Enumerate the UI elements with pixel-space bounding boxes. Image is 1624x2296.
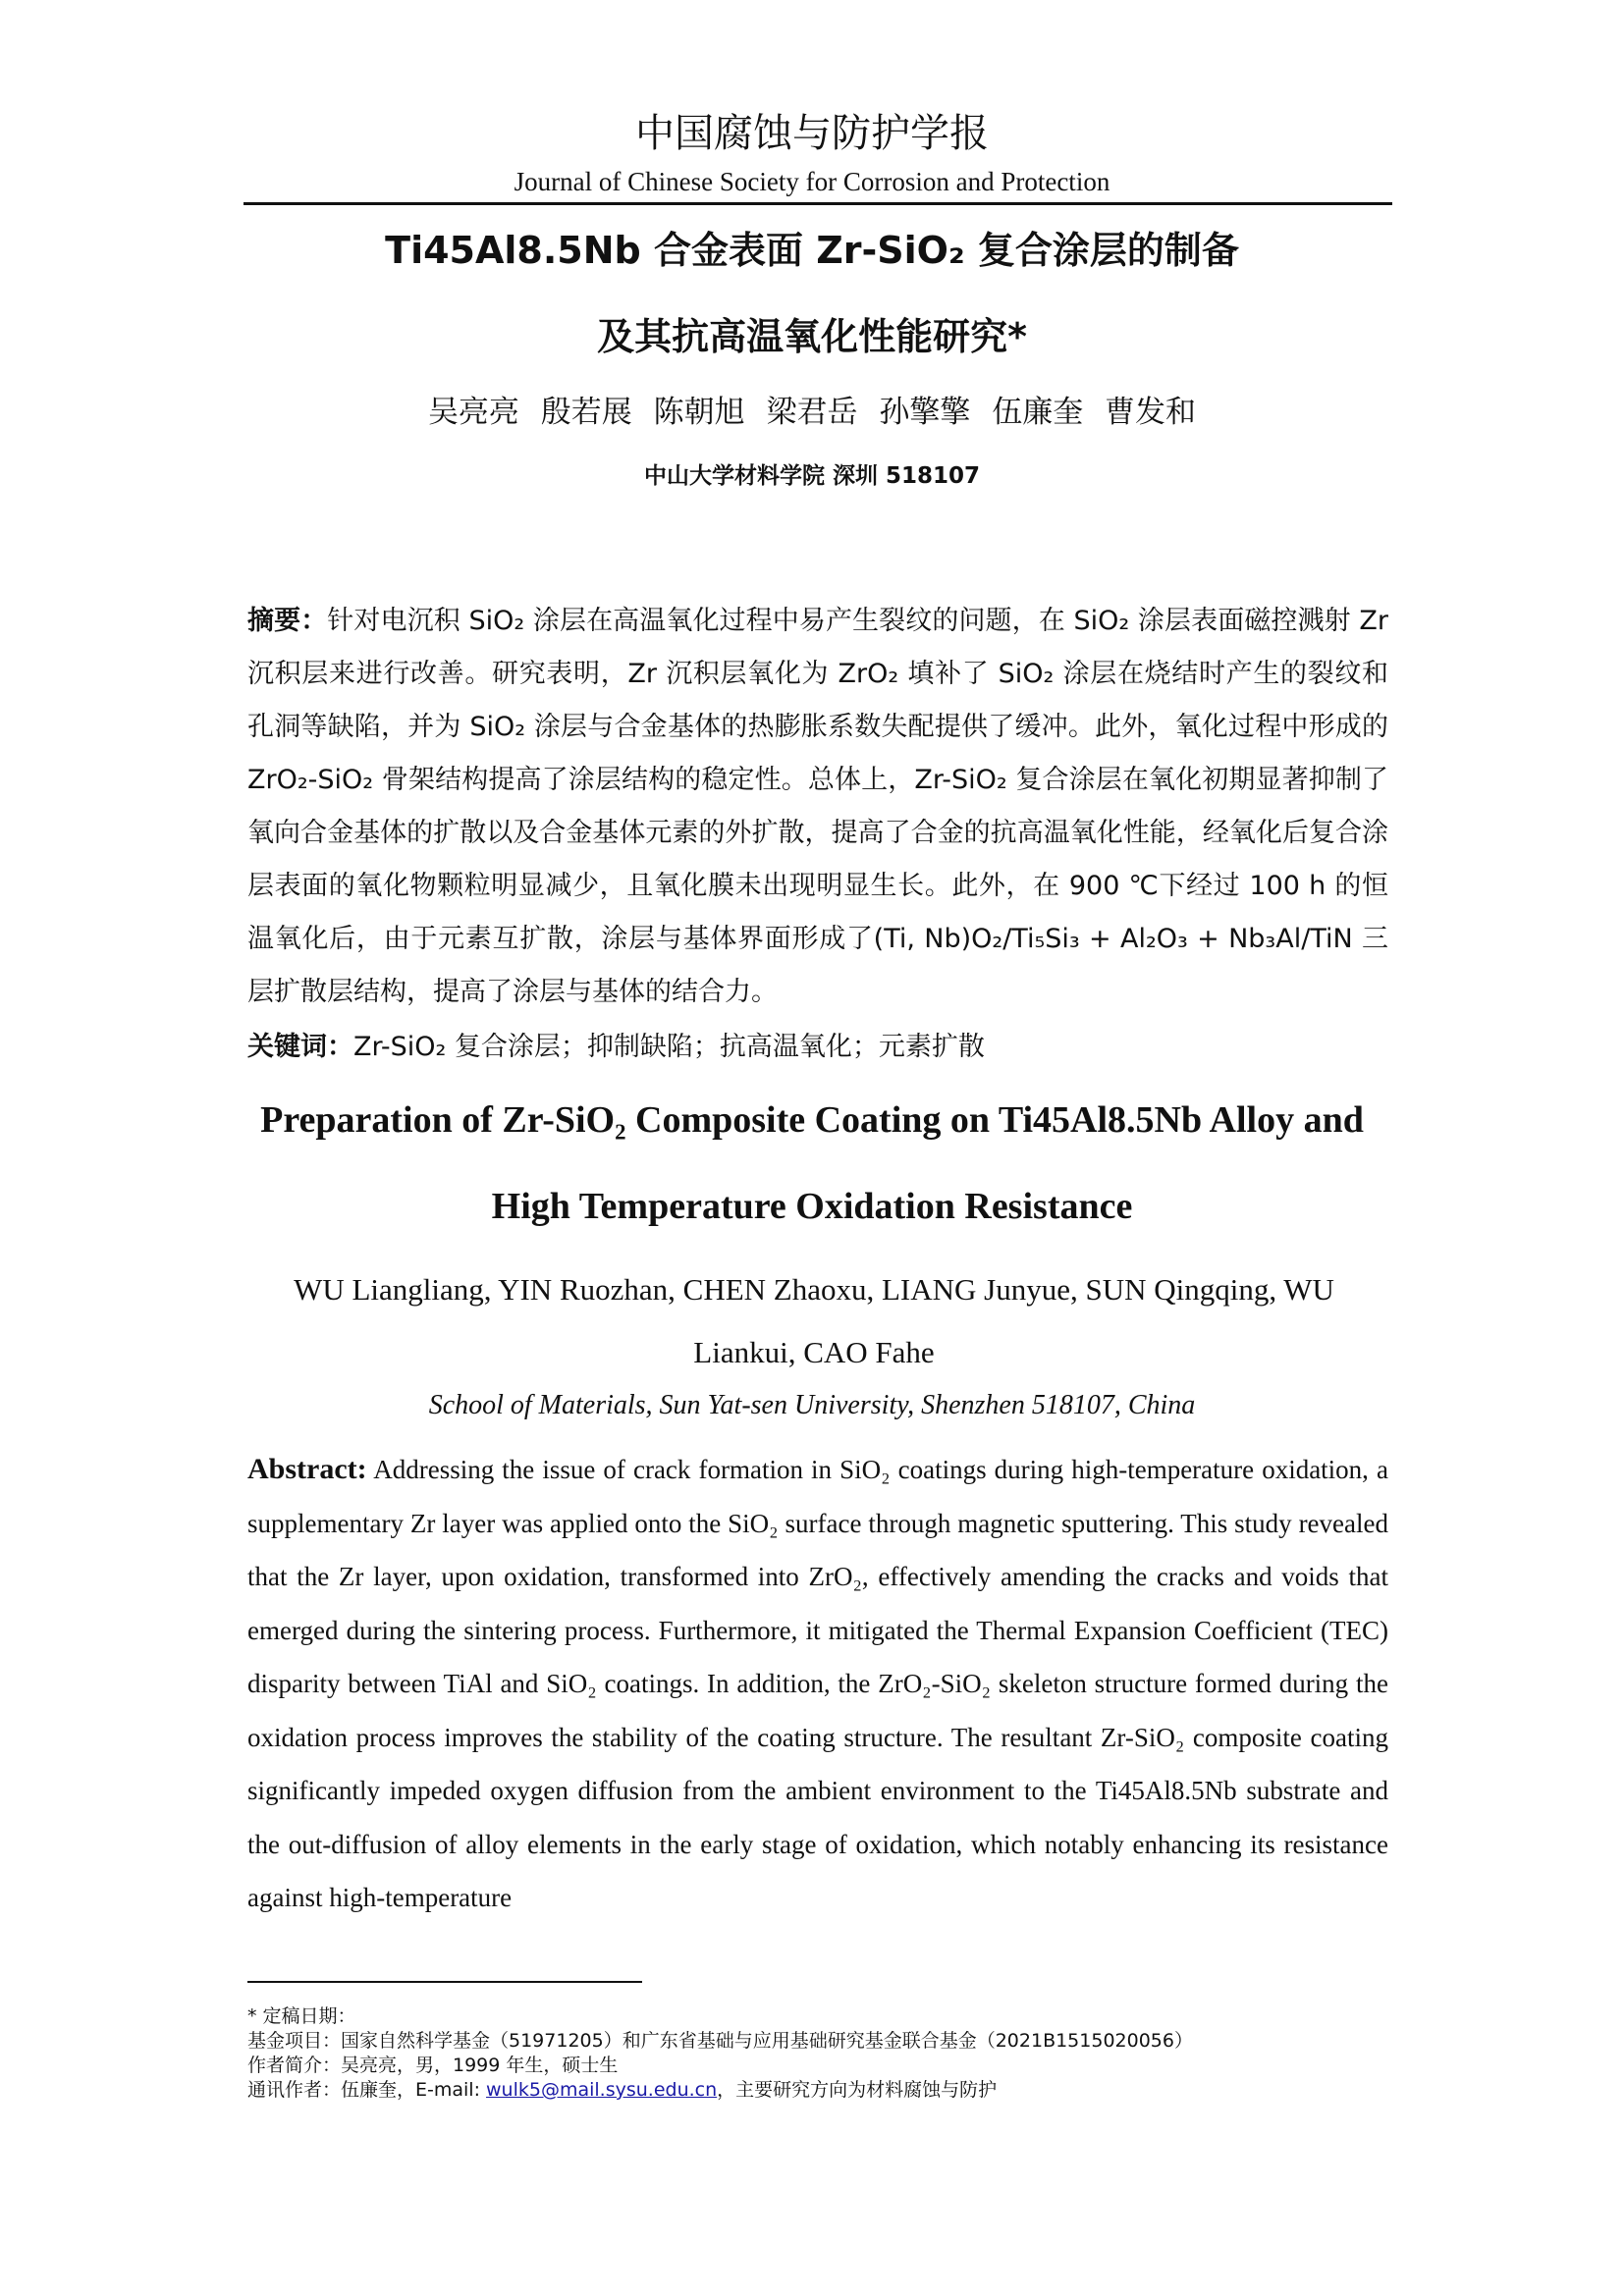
corresponding-email-link[interactable]: wulk5@mail.sysu.edu.cn [486,2079,718,2101]
cn-abstract [247,595,1388,1019]
cn-keywords [247,1021,1388,1074]
journal-title-en: Journal of Chinese Society for Corrosion and Protection [514,167,1110,196]
footnote-corresponding [247,2078,1388,2103]
cn-abstract-label: 摘要： [247,606,328,636]
footnote-received: * 定稿日期： [247,2005,356,2027]
en-abstract [247,1443,1388,1925]
en-affiliation: School of Materials, Sun Yat-sen University, Shenzhen 518107, China [428,1390,1196,1420]
en-title-line-1: Preparation of Zr-SiO₂ Composite Coating on Ti45Al8.5Nb Alloy and [260,1099,1364,1141]
journal-title-cn: 中国腐蚀与防护学报 [635,111,989,156]
cn-authors: 吴亮亮 殷若展 陈朝旭 梁君岳 孙擎擎 伍廉奎 曹发和 [427,395,1197,430]
cn-abstract-text: 针对电沉积 SiO₂ 涂层在高温氧化过程中易产生裂纹的问题，在 SiO₂ 涂层表面磁控溅射 Zr 沉积层来进行改善。研究表明，Zr 沉积层氧化为 ZrO₂ 填补了 SiO₂ 涂层在烧结时产生的裂纹和孔洞等缺陷，并为 SiO₂ 涂层与合金基体的热膨胀系数失配提供了缓冲。此外，氧化过程中形成的 ZrO₂-SiO₂ 骨架结构提高了涂层结构的稳定性。总体上，Zr-SiO₂ 复合涂层在氧化初期显著抑制了氧向合金基体的扩散以及合金基体元素的外扩散，提高了合金的抗高温氧化性能，经氧化后复合涂层表面的氧化物颗粒明显减少，且氧化膜未出现明显生长。此外，在 900 ℃下经过 100 h 的恒温氧化后，由于元素互扩散，涂层与基体界面形成了(Ti, Nb)O₂/Ti₅Si₃ + Al₂O₃ + Nb₃Al/TiN 三层扩散层结构，提高了涂层与基体的结合力。 [247,606,1388,1007]
en-abstract-text: Addressing the issue of crack formation in SiO₂ coatings during high-temperature oxidation, a supplementary Zr layer was applied onto the SiO₂ surface through magnetic sputtering. This study revealed that the Zr layer, upon oxidation, transformed into ZrO₂, effectively amending the cracks and voids that emerged during the sintering process. Furthermore, it mitigated the Thermal Expansion Coefficient (TEC) disparity between TiAl and SiO₂ coatings. In addition, the ZrO₂-SiO₂ skeleton structure formed during the oxidation process improves the stability of the coating structure. The resultant Zr-SiO₂ composite coating significantly impeded oxygen diffusion from the ambient environment to the Ti45Al8.5Nb substrate and the out-diffusion of alloy elements in the early stage of oxidation, which notably enhancing its resistance against high-temperature [247,1455,1388,1912]
corresponding-suffix: ，主要研究方向为材料腐蚀与防护 [717,2079,998,2101]
cn-title-line-2: 及其抗高温氧化性能研究* [597,315,1027,358]
en-abstract-label: Abstract: [247,1453,367,1485]
footnote-author-bio: 作者简介：吴亮亮，男，1999 年生，硕士生 [247,2055,619,2076]
en-title-line-2: High Temperature Oxidation Resistance [491,1186,1133,1227]
header-divider [244,202,1392,205]
cn-title-line-1: Ti45Al8.5Nb 合金表面 Zr-SiO₂ 复合涂层的制备 [385,229,1239,272]
cn-keywords-label: 关键词： [247,1032,353,1062]
footnote-divider [247,1981,642,1983]
corresponding-prefix: 通讯作者：伍廉奎，E-mail: [247,2079,487,2101]
footnote-fund: 基金项目：国家自然科学基金（51971205）和广东省基础与应用基础研究基金联合基金（2021B1515020056） [247,2030,1193,2052]
footnotes [247,2004,1388,2103]
cn-keywords-text: Zr-SiO₂ 复合涂层；抑制缺陷；抗高温氧化；元素扩散 [353,1032,985,1062]
en-authors: WU Liangliang, YIN Ruozhan, CHEN Zhaoxu, LIANG Junyue, SUN Qingqing, WU Liankui, CAO Fahe [294,1272,1334,1369]
cn-affiliation: 中山大学材料学院 深圳 518107 [643,463,981,489]
